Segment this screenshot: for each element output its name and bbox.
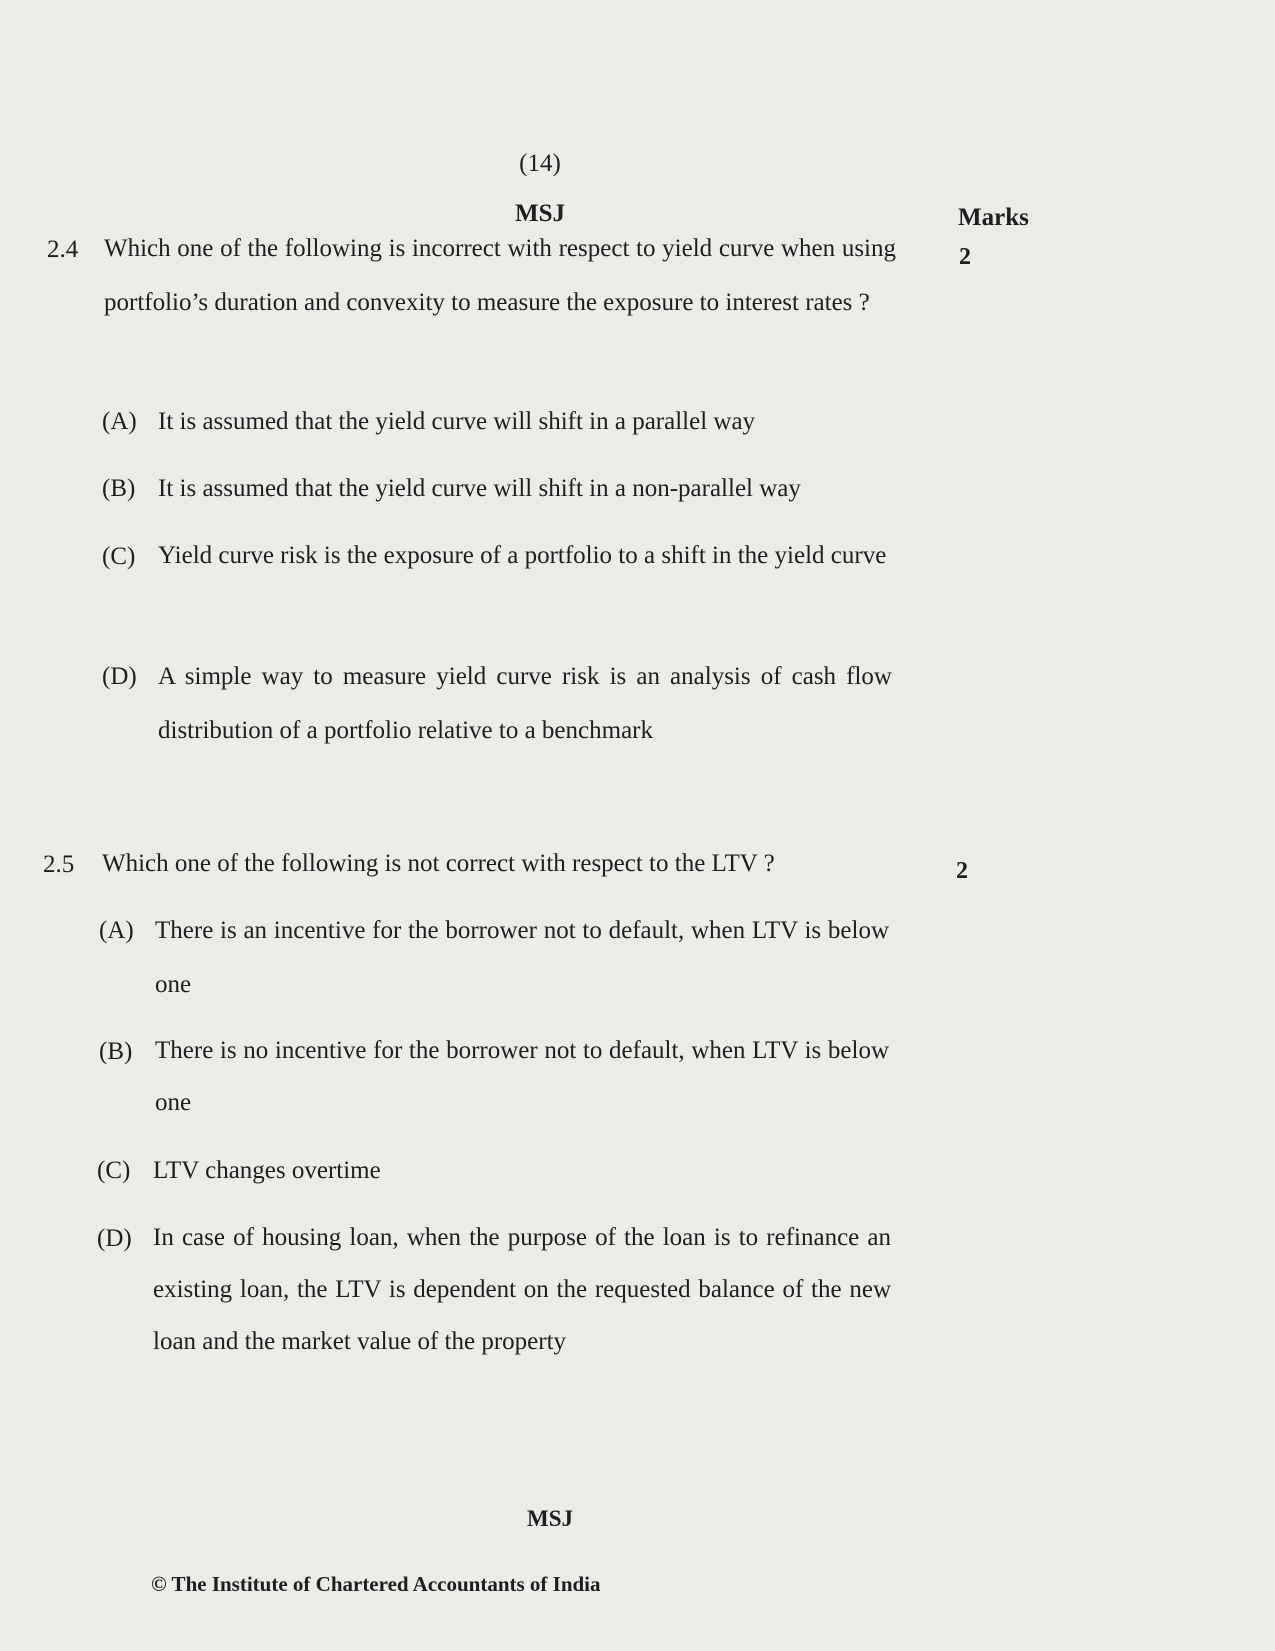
page-number: (14) [519, 150, 561, 177]
question-number: 2.4 [47, 236, 79, 263]
option-text: It is assumed that the yield curve will shift in a non-parallel way [158, 475, 801, 502]
option-text: It is assumed that the yield curve will shift in a parallel way [158, 408, 756, 435]
option-label: (C) [102, 543, 136, 570]
marks-column-heading: Marks [958, 204, 1029, 231]
option-d [97, 1212, 891, 1368]
option-text: There is no incentive for the borrower not to default, when LTV is below one [155, 1037, 889, 1116]
option-text: A simple way to measure yield curve risk is an analysis of cash flow distribution of a portfolio relative to a benchmark [158, 663, 892, 744]
question-number: 2.5 [43, 851, 75, 878]
option-text: There is an incentive for the borrower not to default, when LTV is below one [155, 917, 889, 998]
question-text: Which one of the following is incorrect with respect to yield curve when using portfolio’s duration and convexity to measure the exposure to interest rates ? [104, 235, 896, 316]
question-text: Which one of the following is not correct with respect to the LTV ? [102, 850, 775, 877]
option-label: (A) [102, 408, 137, 435]
option-b [102, 462, 892, 516]
option-c [102, 530, 892, 582]
question-marks: 2 [959, 244, 971, 270]
option-text: In case of housing loan, when the purpose of the loan is to refinance an existing loan, the LTV is dependent on the requested balance of the new loan and the market value of the property [153, 1224, 891, 1355]
paper-code-header: MSJ [515, 200, 565, 227]
option-a [99, 904, 889, 1012]
option-label: (D) [102, 663, 137, 690]
question-marks: 2 [956, 858, 968, 884]
option-c [97, 1144, 887, 1198]
option-label: (B) [102, 475, 136, 502]
option-label: (C) [97, 1157, 131, 1184]
copyright-notice: © The Institute of Chartered Accountants of India [151, 1572, 601, 1596]
option-text: LTV changes overtime [153, 1157, 381, 1184]
option-label: (B) [99, 1038, 133, 1065]
option-a [102, 395, 892, 449]
option-label: (D) [97, 1225, 132, 1252]
option-label: (A) [99, 917, 134, 944]
option-d [102, 650, 892, 758]
option-b [99, 1025, 889, 1129]
option-text: Yield curve risk is the exposure of a portfolio to a shift in the yield curve [158, 542, 887, 569]
paper-code-footer: MSJ [527, 1506, 573, 1531]
